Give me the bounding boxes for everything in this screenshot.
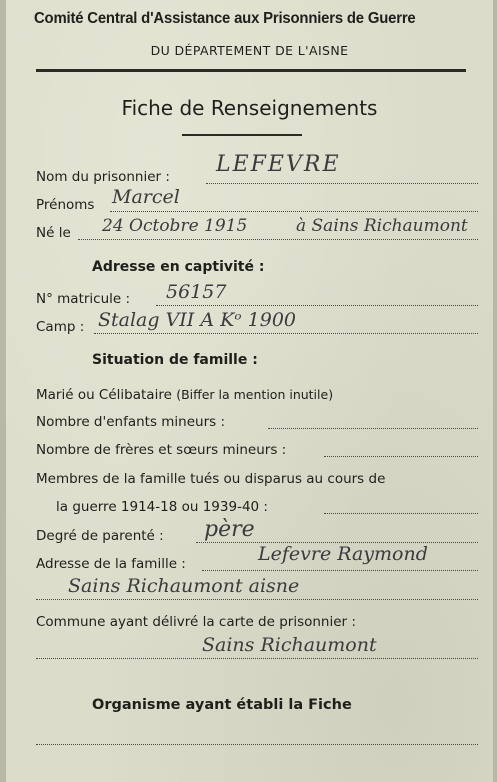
organization-footer-heading: Organisme ayant établi la Fiche [92,697,352,713]
siblings-count-label: Nombre de frères et sœurs mineurs : [36,442,287,458]
relationship-label: Degré de parenté : [36,528,164,544]
family-address-value-line1: Lefevre Raymond [258,543,428,565]
issuing-commune-dotted-line [36,658,478,659]
marital-status-label [36,387,333,403]
nom-value: LEFEVRE [216,152,341,177]
children-count-dotted-line [268,428,478,429]
family-losses-dotted-line [324,513,478,514]
title-underline [182,134,302,136]
birth-date-value: 24 Octobre 1915 [102,216,248,236]
children-count-label: Nombre d'enfants mineurs : [36,414,226,430]
issuing-commune-value: Sains Richaumont [202,634,377,656]
camp-label: Camp : [36,319,85,335]
header-rule [36,69,466,72]
family-losses-label-line1: Membres de la famille tués ou disparus au cours de [36,471,386,487]
marital-status-note: (Biffer la mention inutile) [176,387,334,402]
marital-status-text: Marié ou Célibataire [36,387,172,403]
prenoms-label: Prénoms [36,197,95,213]
form-title: Fiche de Renseignements [121,96,378,120]
family-situation-heading: Situation de famille : [92,352,258,368]
relationship-value: père [204,517,255,542]
ne-le-dotted-line [78,239,478,240]
nom-label: Nom du prisonnier : [36,169,170,185]
siblings-count-dotted-line [324,456,478,457]
matricule-dotted-line [156,305,478,306]
family-address-dotted-line2 [36,599,478,600]
family-address-label: Adresse de la famille : [36,556,186,572]
ne-le-label: Né le [36,225,71,241]
prenoms-value: Marcel [112,186,180,208]
matricule-value: 56157 [166,281,227,303]
department-subheader: DU DÉPARTEMENT DE L'AISNE [150,43,349,58]
nom-dotted-line [206,183,478,184]
camp-value: Stalag VII A Kᵒ 1900 [98,309,297,331]
issuing-commune-label: Commune ayant délivré la carte de prisonnier : [36,614,356,630]
family-address-value-line2: Sains Richaumont aisne [68,575,300,597]
birth-place-value: à Sains Richaumont [296,216,468,236]
prenoms-dotted-line [110,211,478,212]
matricule-label: N° matricule : [36,291,131,307]
organization-dotted-line [36,744,478,745]
prisoner-information-card [6,0,493,782]
captivity-address-heading: Adresse en captivité : [92,259,265,275]
organization-header: Comité Central d'Assistance aux Prisonniers de Guerre [34,10,416,27]
family-address-dotted-line1 [202,570,478,571]
camp-dotted-line [94,333,478,334]
family-losses-label-line2: la guerre 1914-18 ou 1939-40 : [56,499,268,515]
